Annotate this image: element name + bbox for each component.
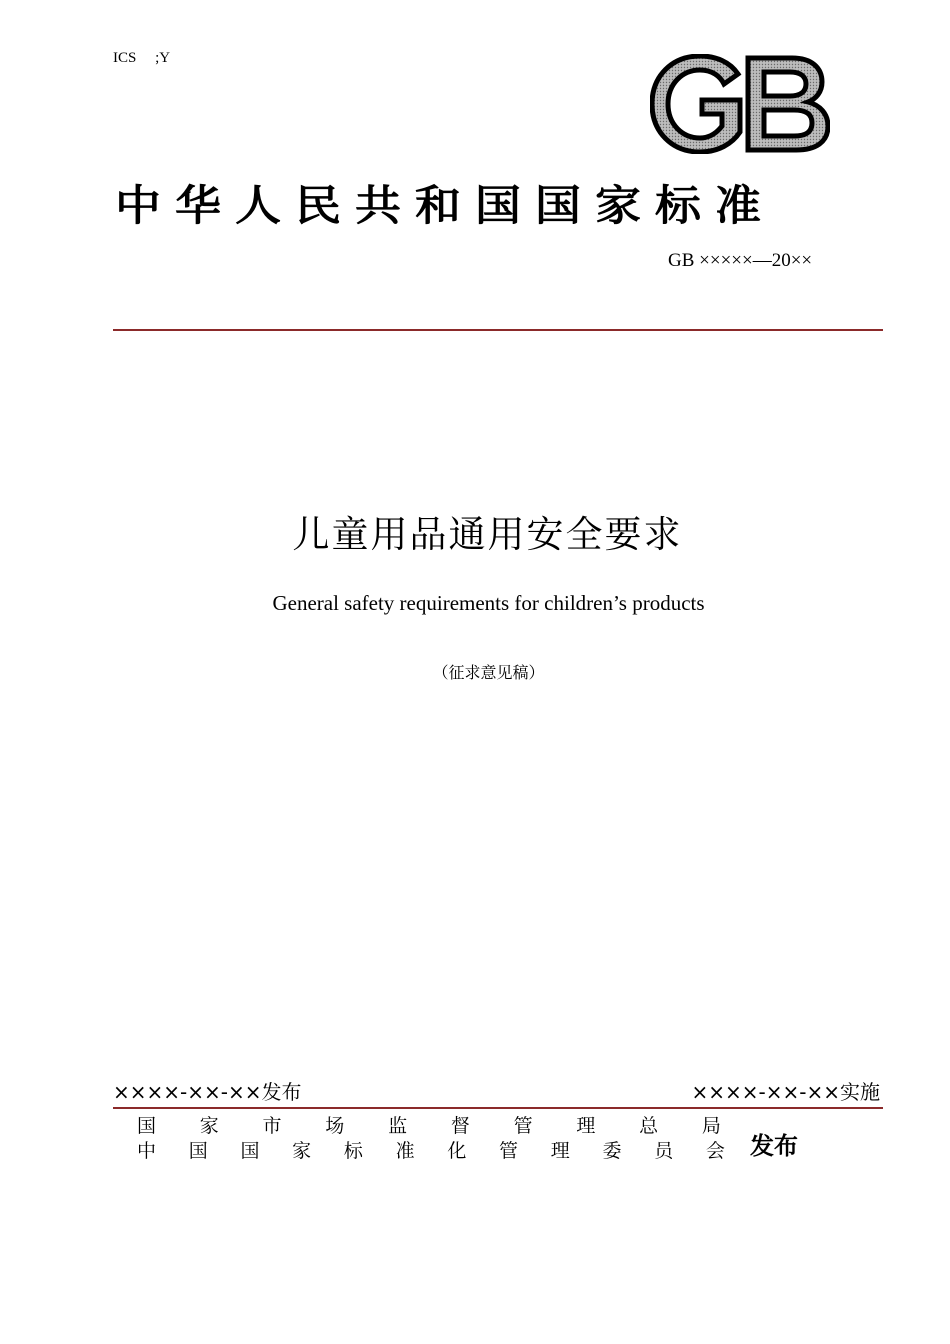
issuer-char: 中 xyxy=(137,1140,157,1162)
issuer-char: 督 xyxy=(450,1115,470,1137)
header-divider xyxy=(113,329,883,331)
issuer-char: 准 xyxy=(395,1140,415,1162)
issuer-char: 会 xyxy=(705,1140,725,1162)
issuer-char: 员 xyxy=(654,1140,674,1162)
issuer-char: 理 xyxy=(550,1140,570,1162)
issuer-char: 国 xyxy=(137,1115,157,1137)
issuer-char: 家 xyxy=(292,1140,312,1162)
issuer-char: 场 xyxy=(325,1115,345,1137)
footer-divider xyxy=(113,1107,883,1109)
issuer-char: 国 xyxy=(240,1140,260,1162)
issuer-char: 局 xyxy=(701,1115,721,1137)
issuer-char: 市 xyxy=(262,1115,282,1137)
issuer-char: 管 xyxy=(513,1115,533,1137)
issuer-char: 委 xyxy=(602,1140,622,1162)
implementation-date: ××××-××-××实施 xyxy=(691,1080,880,1104)
issuer-char: 家 xyxy=(199,1115,219,1137)
issuer-char: 总 xyxy=(639,1115,659,1137)
issuer-char: 标 xyxy=(343,1140,363,1162)
ics-label: ICS ;Y xyxy=(113,50,171,66)
document-title-chinese: 儿童用品通用安全要求 xyxy=(292,513,683,556)
gb-logo xyxy=(650,54,830,154)
issuer-char: 管 xyxy=(499,1140,519,1162)
issuer-char: 国 xyxy=(188,1140,208,1162)
standard-number: GB ×××××—20×× xyxy=(668,250,813,271)
document-title-english: General safety requirements for children’s products xyxy=(272,591,705,615)
issuer-line-2 xyxy=(137,1136,725,1163)
national-standard-title: 中华人民共和国国家标准 xyxy=(115,180,775,230)
issuer-line-1 xyxy=(137,1111,721,1138)
draft-status: （征求意见稿） xyxy=(432,663,545,682)
issuer-char: 化 xyxy=(447,1140,467,1162)
issuer-char: 理 xyxy=(576,1115,596,1137)
issue-date: ××××-××-××发布 xyxy=(113,1080,302,1104)
issuer-char: 监 xyxy=(388,1115,408,1137)
publish-label: 发布 xyxy=(750,1132,798,1160)
